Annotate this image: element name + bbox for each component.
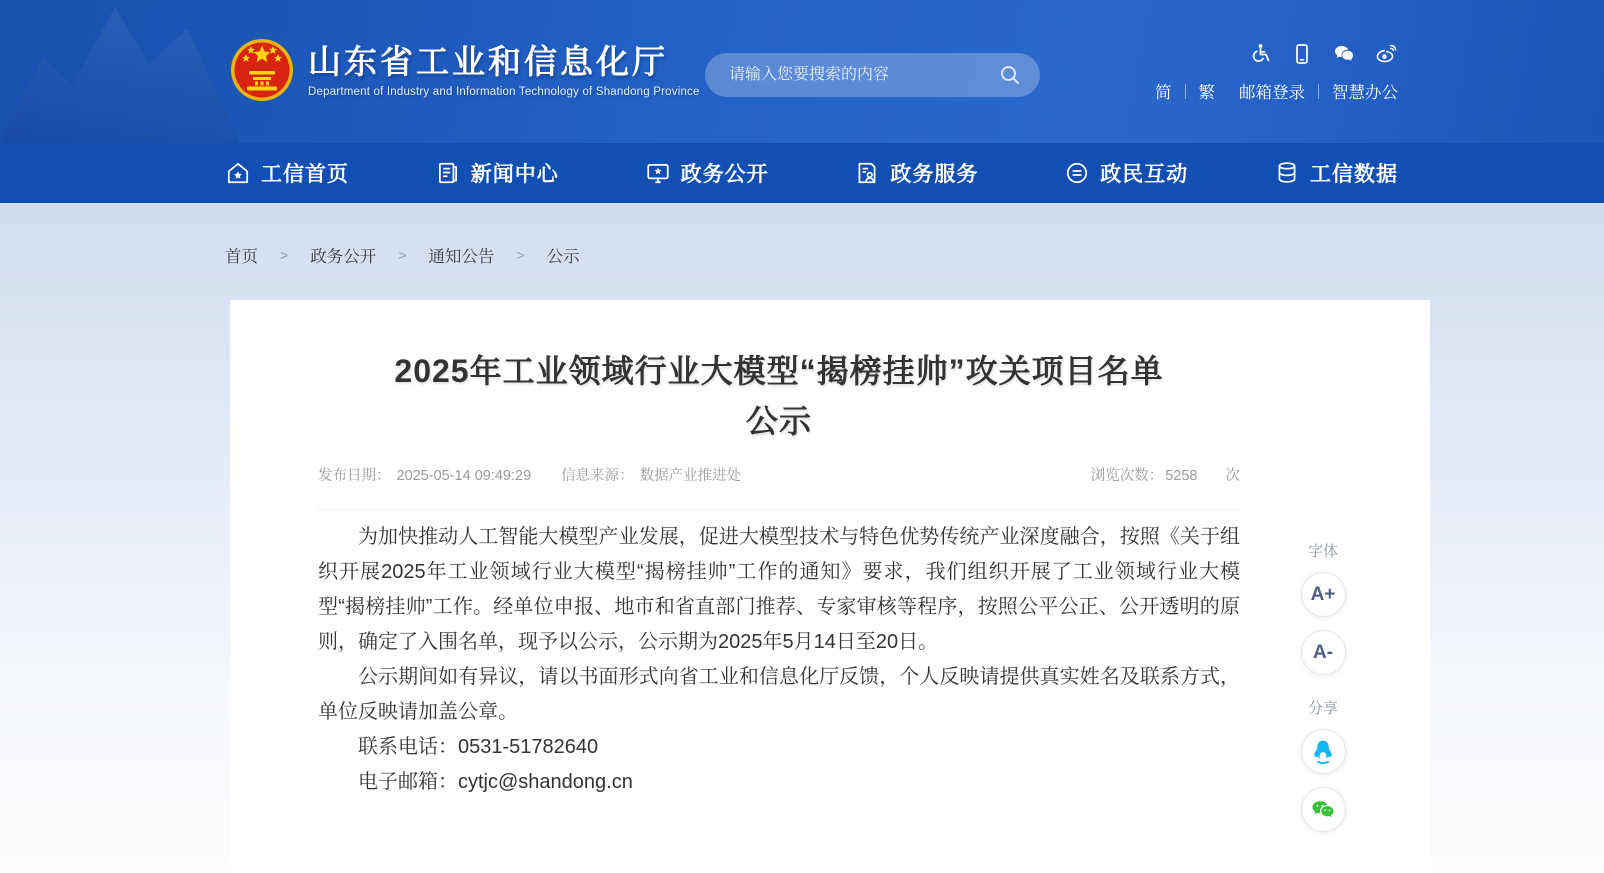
accessibility-button[interactable]: [1248, 42, 1272, 66]
views-value: 5258: [1165, 468, 1198, 484]
font-decrease-label: A-: [1312, 641, 1334, 663]
site-title: 山东省工业和信息化厅: [308, 42, 668, 80]
link-divider: [1185, 84, 1186, 99]
nav-label: 政务公开: [680, 163, 769, 186]
views-unit: 次: [1225, 468, 1240, 484]
link-divider: [1318, 84, 1319, 99]
font-increase-button[interactable]: [1301, 572, 1346, 617]
nav-label: 工信数据: [1309, 163, 1398, 186]
home-icon: [225, 160, 251, 186]
source-value: 数据产业推进处: [639, 468, 742, 484]
national-emblem-icon: [230, 38, 294, 102]
nav-label: 新闻中心: [470, 163, 559, 186]
article-card: [230, 300, 1430, 873]
breadcrumb-gov-disclosure[interactable]: 政务公开: [310, 248, 377, 266]
nav-item-home[interactable]: [225, 158, 349, 188]
nav-item-gov-services[interactable]: [854, 158, 978, 188]
disclosure-icon: [645, 160, 671, 186]
site-subtitle: Department of Industry and Information Technology of Shandong Province: [308, 85, 700, 98]
nav-item-gov-disclosure[interactable]: [645, 158, 769, 188]
article-paragraph: 为加快推动人工智能大模型产业发展，促进大模型技术与特色优势传统产业深度融合，按照《关于组织开展2025年工业领域行业大模型“揭榜挂帅”工作的通知》要求，我们组织开展了工业领域行业大模型“揭榜挂帅”工作。经单位申报、地市和省直部门推荐、专家审核等程序，按照公平公正、公开透明的原则，确定了入围名单，现予以公示，公示期为2025年5月14日至20日。: [318, 526, 1240, 653]
views-label: 浏览次数：: [1090, 468, 1164, 484]
contact-email: 电子邮箱：cytjc@shandong.cn: [358, 771, 633, 793]
breadcrumb-home[interactable]: 首页: [225, 248, 258, 266]
site-brand[interactable]: [230, 38, 700, 102]
article-column: [318, 300, 1240, 800]
publish-date-label: 发布日期：: [318, 468, 391, 484]
breadcrumb: [225, 243, 580, 267]
header-background-art: [0, 0, 240, 143]
wechat-button[interactable]: [1332, 42, 1356, 66]
article-meta: [318, 464, 1240, 510]
weibo-icon: [1374, 42, 1398, 66]
breadcrumb-separator: >: [280, 247, 289, 263]
breadcrumb-notices[interactable]: 通知公告: [428, 248, 495, 266]
article-body: [318, 520, 1240, 800]
font-increase-label: A+: [1310, 583, 1336, 605]
breadcrumb-current[interactable]: 公示: [546, 248, 580, 266]
side-toolbar: [1290, 540, 1356, 845]
accessibility-icon: [1248, 42, 1272, 66]
content-area: [0, 203, 1604, 873]
qq-icon: [1309, 738, 1337, 766]
share-qq-button[interactable]: [1301, 729, 1346, 774]
contact-phone: 联系电话：0531-51782640: [358, 736, 599, 758]
link-smart-office[interactable]: 智慧办公: [1332, 84, 1398, 102]
source-label: 信息来源：: [561, 468, 634, 484]
article-paragraph: 公示期间如有异议，请以书面形式向省工业和信息化厅反馈，个人反映请提供真实姓名及联系方式，单位反映请加盖公章。: [318, 666, 1240, 723]
nav-label: 政务服务: [890, 163, 979, 186]
wechat-share-icon: [1309, 796, 1337, 824]
search-icon: [998, 63, 1022, 87]
font-decrease-button[interactable]: [1301, 630, 1346, 675]
search-input[interactable]: [729, 66, 996, 84]
publish-date-value: 2025-05-14 09:49:29: [396, 468, 532, 484]
article-title: [318, 300, 1240, 446]
article-title-line1: 2025年工业领域行业大模型“揭榜挂帅”攻关项目名单: [394, 353, 1164, 389]
share-wechat-button[interactable]: [1301, 787, 1346, 832]
breadcrumb-separator: >: [398, 247, 407, 263]
search-button[interactable]: [996, 61, 1024, 89]
data-icon: [1274, 160, 1300, 186]
nav-label: 政民互动: [1100, 163, 1189, 186]
brand-text: [308, 43, 700, 98]
nav-item-industry-data[interactable]: [1274, 158, 1398, 188]
nav-item-news[interactable]: [435, 158, 559, 188]
search-box: [705, 53, 1040, 97]
interaction-icon: [1064, 160, 1090, 186]
link-simplified-chinese[interactable]: 简: [1155, 84, 1172, 102]
nav-item-public-interaction[interactable]: [1064, 158, 1188, 188]
service-icon: [854, 160, 880, 186]
link-mail-login[interactable]: 邮箱登录: [1239, 84, 1305, 102]
mobile-icon: [1290, 42, 1314, 66]
header-utility: [1155, 42, 1398, 103]
site-header: [0, 0, 1604, 143]
nav-label: 工信首页: [261, 163, 349, 186]
article-title-line2: 公示: [745, 403, 812, 439]
view-count: [1091, 464, 1240, 485]
utility-links: [1155, 79, 1398, 103]
utility-icons: [1155, 42, 1398, 66]
breadcrumb-separator: >: [516, 247, 525, 263]
share-label: 分享: [1307, 700, 1338, 717]
weibo-button[interactable]: [1374, 42, 1398, 66]
meta-left: [318, 464, 747, 485]
font-size-label: 字体: [1307, 543, 1338, 560]
wechat-icon: [1332, 42, 1356, 66]
news-icon: [435, 160, 461, 186]
main-nav: [0, 143, 1604, 203]
link-traditional-chinese[interactable]: 繁: [1198, 84, 1215, 102]
mobile-version-button[interactable]: [1290, 42, 1314, 66]
